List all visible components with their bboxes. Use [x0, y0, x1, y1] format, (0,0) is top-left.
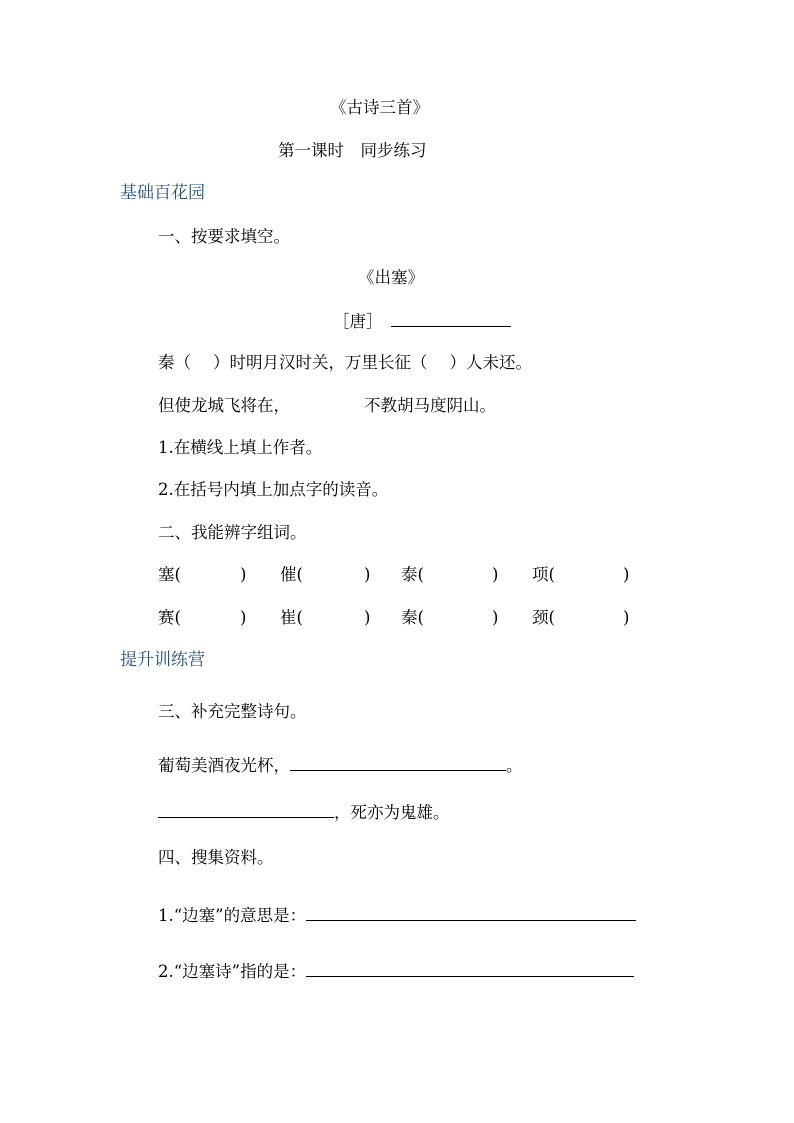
word-cell: 颈( — [532, 608, 555, 627]
q3-line-2-text: ，死亦为鬼雄。 — [334, 803, 450, 822]
poem-line-2-part-a: 但使龙城飞将在， — [158, 396, 290, 415]
q3-heading: 三、补充完整诗句。 — [158, 702, 307, 721]
q1-task-2: 2.在括号内填上加点字的读音。 — [158, 480, 389, 499]
q4-item-1 — [158, 906, 636, 925]
word-cell-close: ) — [623, 565, 630, 584]
word-cell: 催( — [280, 565, 303, 584]
word-cell-close: ) — [364, 565, 371, 584]
section-basic: 基础百花园 — [120, 183, 205, 203]
poem-line-1-part-a: 秦（ — [158, 353, 191, 372]
word-cell: 崔( — [280, 608, 303, 627]
poem-line-1-part-c: ）人未还。 — [449, 353, 532, 372]
section-advanced: 提升训练营 — [120, 650, 205, 670]
word-cell: 项( — [532, 565, 555, 584]
word-cell: 秦( — [401, 608, 424, 627]
word-cell-close: ) — [492, 608, 499, 627]
q4-item-2 — [158, 962, 634, 981]
dynasty-label: ［唐］ — [333, 312, 383, 331]
q3-blank-2[interactable] — [158, 803, 334, 818]
q4-blank-1[interactable] — [306, 906, 636, 921]
worksheet-subtitle: 第一课时 同步练习 — [278, 141, 427, 160]
q1-task-1: 1.在横线上填上作者。 — [158, 438, 323, 457]
q2-heading: 二、我能辨字组词。 — [158, 523, 307, 542]
author-blank[interactable] — [391, 312, 511, 327]
word-cell: 泰( — [401, 565, 424, 584]
author-line — [333, 312, 511, 331]
q3-line-2 — [158, 803, 450, 822]
worksheet-title: 《古诗三首》 — [330, 98, 429, 117]
word-cell: 塞( — [158, 565, 181, 584]
q4-item-1-text: 1.“边塞”的意思是： — [158, 906, 307, 925]
q3-line-1 — [158, 756, 523, 775]
word-cell-close: ) — [623, 608, 630, 627]
q3-line-1-end: 。 — [506, 756, 523, 775]
word-cell-close: ) — [492, 565, 499, 584]
q3-line-1-text: 葡萄美酒夜光杯， — [158, 756, 290, 775]
word-cell: 赛( — [158, 608, 181, 627]
poem-title: 《出塞》 — [358, 268, 424, 287]
poem-line-1 — [158, 355, 532, 372]
word-cell-close: ) — [240, 608, 247, 627]
q3-blank-1[interactable] — [290, 756, 506, 771]
poem-line-1-part-b: ）时明月汉时关，万里长征（ — [213, 353, 428, 372]
q4-blank-2[interactable] — [306, 962, 634, 977]
poem-line-2 — [158, 398, 496, 415]
poem-line-2-part-b: 不教胡马度阴山。 — [364, 396, 496, 415]
word-cell-close: ) — [240, 565, 247, 584]
q1-heading: 一、按要求填空。 — [158, 227, 290, 246]
q4-item-2-text: 2.“边塞诗”指的是： — [158, 962, 307, 981]
q4-heading: 四、搜集资料。 — [158, 848, 274, 867]
word-cell-close: ) — [364, 608, 371, 627]
